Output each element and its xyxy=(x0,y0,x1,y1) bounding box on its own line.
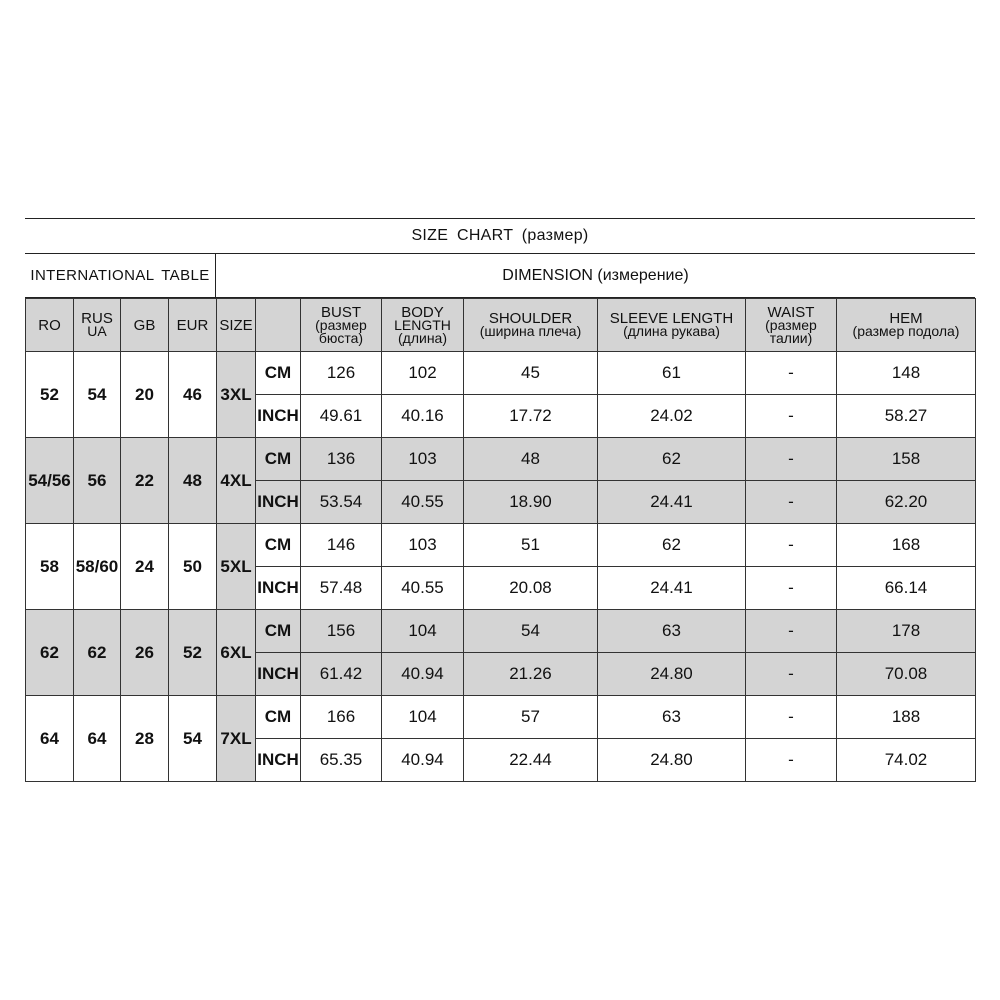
header-hem-line: (размер подола) xyxy=(852,323,960,339)
cell-sleeve-cm: 62 xyxy=(598,438,746,481)
table-row xyxy=(26,524,976,567)
header-body_length-line: LENGTH xyxy=(394,316,451,333)
header-body_length-line: (длина) xyxy=(398,329,447,346)
cell-hem-cm: 168 xyxy=(837,524,976,567)
cell-rus: 64 xyxy=(74,696,121,782)
size-chart xyxy=(25,218,975,782)
cell-bust-cm: 166 xyxy=(301,696,382,739)
section-header-row xyxy=(25,254,975,298)
cell-eur: 52 xyxy=(169,610,217,696)
cell-body_length-inch: 40.94 xyxy=(382,739,464,782)
cell-hem-inch: 62.20 xyxy=(837,481,976,524)
header-hem-line: HEM xyxy=(889,310,923,327)
cell-shoulder-cm: 51 xyxy=(464,524,598,567)
unit-inch: INCH xyxy=(256,567,301,610)
header-bust-line: бюста) xyxy=(318,329,364,346)
cell-body_length-cm: 103 xyxy=(382,524,464,567)
cell-hem-cm: 148 xyxy=(837,352,976,395)
cell-hem-inch: 70.08 xyxy=(837,653,976,696)
unit-cm: CM xyxy=(256,610,301,653)
cell-bust-cm: 126 xyxy=(301,352,382,395)
unit-inch: INCH xyxy=(256,481,301,524)
cell-sleeve-cm: 62 xyxy=(598,524,746,567)
cell-eur: 48 xyxy=(169,438,217,524)
cell-rus: 54 xyxy=(74,352,121,438)
header-rus_ua-line: UA xyxy=(87,323,107,339)
cell-eur: 54 xyxy=(169,696,217,782)
cell-bust-inch: 65.35 xyxy=(301,739,382,782)
cell-body_length-inch: 40.55 xyxy=(382,481,464,524)
header-sleeve_length-line: (длина рукава) xyxy=(623,323,720,339)
header-unit xyxy=(256,299,301,352)
cell-hem-cm: 178 xyxy=(837,610,976,653)
header-shoulder-line: SHOULDER xyxy=(488,310,573,327)
cell-sleeve-inch: 24.80 xyxy=(598,653,746,696)
cell-size: 7XL xyxy=(217,696,256,782)
cell-bust-cm: 136 xyxy=(301,438,382,481)
cell-shoulder-cm: 45 xyxy=(464,352,598,395)
table-row xyxy=(26,438,976,481)
cell-shoulder-inch: 18.90 xyxy=(464,481,598,524)
cell-size: 3XL xyxy=(217,352,256,438)
unit-cm: CM xyxy=(256,524,301,567)
international-table-label: INTERNATIONAL TABLE xyxy=(25,254,216,297)
unit-cm: CM xyxy=(256,438,301,481)
cell-eur: 46 xyxy=(169,352,217,438)
header-shoulder xyxy=(464,299,598,352)
header-gb: GB xyxy=(121,299,169,352)
cell-gb: 28 xyxy=(121,696,169,782)
cell-sleeve-inch: 24.80 xyxy=(598,739,746,782)
cell-waist-cm: - xyxy=(746,352,837,395)
header-body_length-line: BODY xyxy=(401,303,444,321)
cell-hem-cm: 158 xyxy=(837,438,976,481)
cell-gb: 26 xyxy=(121,610,169,696)
header-sleeve-length xyxy=(598,299,746,352)
header-waist-line: талии) xyxy=(769,329,813,346)
cell-size: 6XL xyxy=(217,610,256,696)
unit-inch: INCH xyxy=(256,739,301,782)
cell-sleeve-inch: 24.41 xyxy=(598,567,746,610)
cell-sleeve-cm: 63 xyxy=(598,696,746,739)
cell-waist-cm: - xyxy=(746,524,837,567)
cell-rus: 62 xyxy=(74,610,121,696)
unit-cm: CM xyxy=(256,352,301,395)
header-size: SIZE xyxy=(217,299,256,352)
cell-waist-inch: - xyxy=(746,567,837,610)
cell-shoulder-inch: 22.44 xyxy=(464,739,598,782)
cell-body_length-cm: 104 xyxy=(382,610,464,653)
header-bust-line: BUST xyxy=(320,303,361,321)
cell-bust-cm: 146 xyxy=(301,524,382,567)
cell-shoulder-inch: 21.26 xyxy=(464,653,598,696)
cell-sleeve-cm: 63 xyxy=(598,610,746,653)
cell-hem-cm: 188 xyxy=(837,696,976,739)
unit-inch: INCH xyxy=(256,395,301,438)
cell-waist-cm: - xyxy=(746,610,837,653)
cell-hem-inch: 58.27 xyxy=(837,395,976,438)
header-hem xyxy=(837,299,976,352)
cell-body_length-inch: 40.94 xyxy=(382,653,464,696)
table-row xyxy=(26,696,976,739)
cell-rus: 56 xyxy=(74,438,121,524)
header-eur: EUR xyxy=(169,299,217,352)
cell-shoulder-inch: 20.08 xyxy=(464,567,598,610)
cell-sleeve-cm: 61 xyxy=(598,352,746,395)
header-rus_ua-line: RUS xyxy=(81,310,113,327)
cell-rus: 58/60 xyxy=(74,524,121,610)
cell-bust-inch: 61.42 xyxy=(301,653,382,696)
cell-gb: 20 xyxy=(121,352,169,438)
cell-sleeve-inch: 24.41 xyxy=(598,481,746,524)
cell-ro: 52 xyxy=(26,352,74,438)
header-ro: RO xyxy=(26,299,74,352)
header-waist xyxy=(746,299,837,352)
cell-body_length-inch: 40.55 xyxy=(382,567,464,610)
size-table xyxy=(25,298,976,782)
cell-ro: 58 xyxy=(26,524,74,610)
chart-title: SIZE CHART (размер) xyxy=(25,218,975,254)
header-shoulder-line: (ширина плеча) xyxy=(479,323,582,339)
unit-cm: CM xyxy=(256,696,301,739)
cell-gb: 22 xyxy=(121,438,169,524)
cell-bust-cm: 156 xyxy=(301,610,382,653)
cell-hem-inch: 66.14 xyxy=(837,567,976,610)
dimension-label: DIMENSION (измерение) xyxy=(502,266,689,284)
cell-waist-inch: - xyxy=(746,395,837,438)
header-waist-line: (размер xyxy=(765,316,817,333)
cell-waist-inch: - xyxy=(746,739,837,782)
cell-waist-cm: - xyxy=(746,438,837,481)
cell-ro: 54/56 xyxy=(26,438,74,524)
cell-gb: 24 xyxy=(121,524,169,610)
cell-shoulder-cm: 48 xyxy=(464,438,598,481)
cell-size: 5XL xyxy=(217,524,256,610)
cell-waist-inch: - xyxy=(746,653,837,696)
header-sleeve_length-line: SLEEVE LENGTH xyxy=(609,310,734,327)
cell-size: 4XL xyxy=(217,438,256,524)
table-row xyxy=(26,352,976,395)
cell-shoulder-cm: 54 xyxy=(464,610,598,653)
cell-waist-inch: - xyxy=(746,481,837,524)
cell-body_length-cm: 103 xyxy=(382,438,464,481)
cell-bust-inch: 53.54 xyxy=(301,481,382,524)
cell-shoulder-cm: 57 xyxy=(464,696,598,739)
header-waist-line: WAIST xyxy=(767,303,815,321)
cell-sleeve-inch: 24.02 xyxy=(598,395,746,438)
cell-body_length-cm: 102 xyxy=(382,352,464,395)
cell-body_length-cm: 104 xyxy=(382,696,464,739)
cell-bust-inch: 49.61 xyxy=(301,395,382,438)
header-rus-ua xyxy=(74,299,121,352)
cell-hem-inch: 74.02 xyxy=(837,739,976,782)
column-header-row xyxy=(26,299,976,352)
unit-inch: INCH xyxy=(256,653,301,696)
cell-eur: 50 xyxy=(169,524,217,610)
table-row xyxy=(26,610,976,653)
cell-ro: 62 xyxy=(26,610,74,696)
header-bust-line: (размер xyxy=(315,316,367,333)
header-body-length xyxy=(382,299,464,352)
cell-waist-cm: - xyxy=(746,696,837,739)
cell-bust-inch: 57.48 xyxy=(301,567,382,610)
cell-body_length-inch: 40.16 xyxy=(382,395,464,438)
header-bust xyxy=(301,299,382,352)
cell-ro: 64 xyxy=(26,696,74,782)
cell-shoulder-inch: 17.72 xyxy=(464,395,598,438)
